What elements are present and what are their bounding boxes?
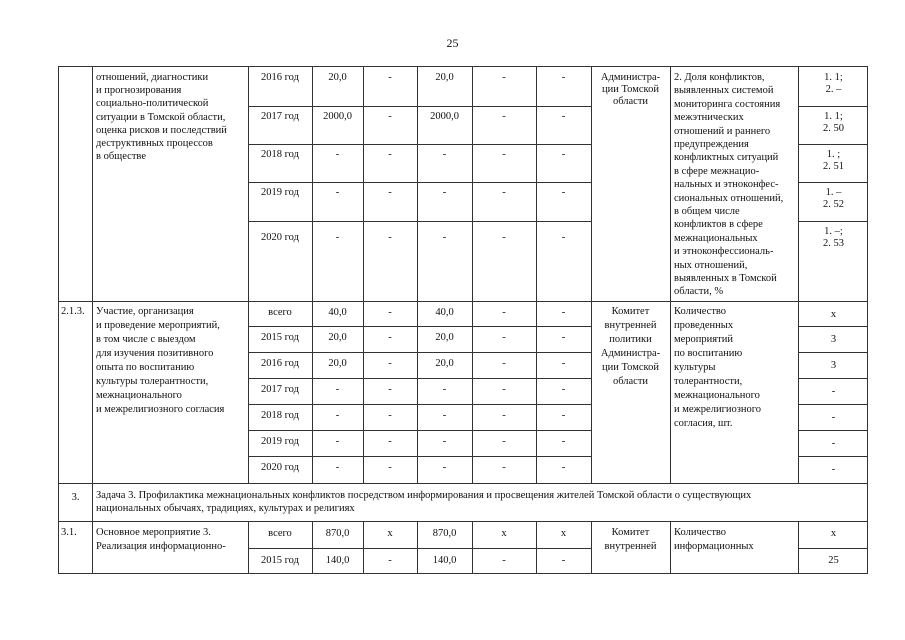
funding-local: - (502, 384, 506, 395)
indicator-name: и этноконфессиональ- (674, 246, 774, 258)
year-cell: 2020 год (261, 232, 299, 243)
funding-federal: - (388, 384, 392, 395)
funding-extrabudget: - (561, 111, 566, 122)
funding-local: - (502, 111, 506, 122)
activity-description: и межрелигиозного согласия (96, 404, 225, 415)
funding-total: - (335, 436, 340, 447)
row-divider (248, 106, 591, 107)
year-cell: 2018 год (261, 149, 299, 160)
row-divider (798, 352, 868, 353)
funding-federal: - (388, 149, 392, 160)
indicator-value: 2. 50 (823, 123, 844, 134)
activity-description: в том числе с выездом (96, 334, 196, 345)
indicator-value: - (831, 386, 836, 397)
funding-local: - (502, 462, 506, 473)
activity-description: и прогнозирования (96, 85, 182, 97)
funding-total: - (335, 149, 340, 160)
funding-extrabudget: - (561, 307, 566, 318)
indicator-name: в общем числе (674, 206, 740, 217)
activity-description: Основное мероприятие 3. (96, 527, 211, 538)
funding-extrabudget: - (561, 149, 566, 160)
executor: ции Томской (602, 84, 659, 95)
year-cell: 2019 год (261, 187, 299, 198)
indicator-name: межнациональных (674, 232, 758, 244)
indicator-name: сиональных отношений, (674, 192, 784, 204)
funding-total: 140,0 (325, 555, 350, 566)
indicator-name: выявленных системой (674, 85, 774, 97)
funding-total: - (335, 232, 340, 243)
indicator-value: 2. 51 (823, 161, 844, 172)
year-cell: 2017 год (261, 384, 299, 395)
item-number: 3.1. (61, 527, 77, 538)
funding-federal: - (388, 332, 392, 343)
executor: области (612, 96, 649, 107)
funding-extrabudget: - (561, 555, 566, 566)
funding-regional: - (442, 232, 447, 243)
funding-federal: - (388, 232, 392, 243)
activity-description: и проведение мероприятий, (96, 320, 220, 331)
indicator-name: Количество (674, 306, 727, 317)
year-cell: всего (268, 307, 292, 318)
year-cell: 2020 год (261, 462, 299, 473)
indicator-value: 25 (828, 555, 839, 566)
activity-description: деструктивных процессов (96, 138, 213, 149)
activity-description: оценка рисков и последствий (96, 124, 227, 136)
row-divider (798, 182, 868, 183)
indicator-value: 2. 53 (823, 238, 844, 249)
row-divider (248, 144, 591, 145)
funding-extrabudget: - (561, 72, 566, 83)
indicator-name: в сфере межнацио- (674, 165, 760, 177)
funding-total: 20,0 (328, 332, 347, 343)
indicator-name: конфликтных ситуаций (674, 152, 779, 164)
funding-regional: - (442, 436, 447, 447)
funding-extrabudget: - (561, 332, 566, 343)
executor: Комитет (611, 527, 650, 538)
funding-regional: 20,0 (435, 72, 454, 83)
activity-description: межнационального (96, 390, 182, 401)
indicator-name: нальных и этноконфес- (674, 179, 779, 191)
funding-extrabudget: - (561, 232, 566, 243)
indicator-value: x (830, 309, 837, 320)
funding-regional: 2000,0 (430, 111, 459, 122)
activity-description: в обществе (96, 151, 146, 163)
indicator-name: толерантности, (674, 376, 743, 387)
indicator-name: Количество (674, 527, 727, 538)
indicator-name: межнационального (674, 390, 760, 401)
row-divider (798, 144, 868, 145)
activity-description: Реализация информационно- (96, 541, 226, 552)
row-divider (798, 106, 868, 107)
year-cell: 2019 год (261, 436, 299, 447)
activity-description: для изучения позитивного (96, 348, 214, 359)
funding-extrabudget: - (561, 187, 566, 198)
funding-local: - (502, 72, 506, 83)
column-divider (92, 483, 93, 521)
row-divider (248, 548, 591, 549)
indicator-name: ных отношений, (674, 259, 748, 271)
row-divider (798, 221, 868, 222)
indicator-value: 3 (830, 360, 837, 371)
indicator-name: предупреждения (674, 139, 749, 150)
executor: внутренней (604, 320, 657, 331)
executor: внутренней (604, 541, 657, 552)
column-divider (591, 67, 592, 483)
year-cell: 2015 год (261, 555, 299, 566)
indicator-name: проведенных (674, 320, 734, 331)
funding-total: - (335, 462, 340, 473)
funding-regional: - (442, 410, 447, 421)
activity-description: Участие, организация (96, 306, 194, 317)
funding-federal: - (388, 410, 392, 421)
funding-regional: 870,0 (432, 528, 457, 539)
row-divider (248, 182, 591, 183)
activity-description: опыта по воспитанию (96, 362, 195, 373)
row-divider (798, 548, 868, 549)
activity-description: культуры толерантности, (96, 376, 209, 387)
executor: Комитет (611, 306, 650, 317)
funding-regional: - (442, 187, 447, 198)
year-cell: 2016 год (261, 358, 299, 369)
row-divider (798, 378, 868, 379)
activity-description: ситуации в Томской области, (96, 111, 226, 123)
funding-extrabudget: - (561, 410, 566, 421)
indicator-name: межэтнических (674, 112, 744, 124)
funding-local: - (502, 555, 506, 566)
funding-extrabudget: x (560, 528, 567, 539)
funding-local: - (502, 358, 506, 369)
funding-federal: - (388, 72, 392, 83)
funding-regional: 20,0 (435, 332, 454, 343)
row-divider (248, 326, 591, 327)
indicator-value: 1. 1; (824, 111, 843, 122)
executor: ции Томской (602, 362, 659, 373)
executor: Администра- (600, 72, 661, 83)
row-divider (248, 456, 591, 457)
year-cell: 2017 год (261, 111, 299, 122)
indicator-name: мероприятий (674, 334, 733, 345)
indicator-value: - (831, 412, 836, 423)
funding-federal: x (387, 528, 393, 539)
funding-total: - (335, 384, 340, 395)
indicator-value: 1. – (825, 187, 842, 198)
indicator-name: по воспитанию (674, 348, 743, 359)
row-divider (798, 404, 868, 405)
indicator-name: согласия, шт. (674, 418, 733, 429)
year-cell: 2015 год (261, 332, 299, 343)
row-divider (248, 378, 591, 379)
funding-federal: - (388, 187, 392, 198)
funding-total: 20,0 (328, 72, 347, 83)
row-divider (248, 404, 591, 405)
indicator-value: 1. ; (826, 149, 841, 160)
indicator-value: 1. 1; (824, 72, 843, 83)
row-divider (59, 521, 868, 522)
indicator-name: выявленных в Томской (674, 273, 777, 284)
executor: области (612, 376, 649, 387)
funding-total: 870,0 (325, 528, 350, 539)
funding-federal: - (388, 555, 392, 566)
indicator-value: 1. –; (824, 226, 843, 237)
row-divider (248, 221, 591, 222)
funding-local: - (502, 410, 506, 421)
activity-description: социально-политической (96, 98, 209, 110)
funding-federal: - (388, 462, 392, 473)
funding-total: 40,0 (328, 307, 347, 318)
row-divider (248, 352, 591, 353)
funding-extrabudget: - (561, 462, 566, 473)
funding-local: - (502, 307, 506, 318)
funding-local: - (502, 332, 506, 343)
funding-regional: 140,0 (432, 555, 457, 566)
row-divider (798, 430, 868, 431)
indicator-name: области, % (674, 286, 724, 298)
funding-extrabudget: - (561, 358, 566, 369)
row-divider (798, 326, 868, 327)
funding-local: x (501, 528, 507, 539)
program-table (58, 66, 868, 574)
funding-federal: - (388, 111, 392, 122)
funding-regional: - (442, 384, 447, 395)
indicator-value: x (830, 528, 837, 539)
year-cell: 2018 год (261, 410, 299, 421)
funding-local: - (502, 149, 506, 160)
page-number: 25 (446, 36, 459, 50)
indicator-value: - (831, 464, 836, 475)
year-cell: 2016 год (261, 72, 299, 83)
funding-total: - (335, 410, 340, 421)
indicator-value: 2. 52 (823, 199, 844, 210)
row-divider (59, 301, 868, 302)
indicator-value: 2. – (825, 84, 842, 95)
indicator-name: мониторинга состояния (674, 98, 781, 110)
indicator-name: и межрелигиозного (674, 404, 762, 415)
indicator-value: - (831, 438, 836, 449)
indicator-name: 2. Доля конфликтов, (674, 72, 765, 83)
column-divider (670, 67, 671, 483)
indicator-name: культуры (674, 362, 716, 373)
indicator-name: отношений и раннего (674, 125, 771, 137)
funding-regional: - (442, 149, 447, 160)
column-divider (670, 521, 671, 574)
funding-local: - (502, 232, 506, 243)
indicator-name: информационных (674, 541, 754, 552)
funding-total: - (335, 187, 340, 198)
item-number: 2.1.3. (61, 306, 85, 317)
item-number: 3. (71, 492, 80, 503)
row-divider (248, 430, 591, 431)
funding-federal: - (388, 358, 392, 369)
task-description: Задача 3. Профилактика межнациональных конфликтов посредством информирования и просвещения жителей Томской области о существующих (96, 490, 752, 501)
executor: Администра- (600, 348, 661, 359)
activity-description: отношений, диагностики (96, 72, 209, 83)
funding-federal: - (388, 307, 392, 318)
column-divider (92, 67, 93, 483)
funding-regional: 20,0 (435, 358, 454, 369)
row-divider (59, 483, 868, 484)
funding-total: 2000,0 (323, 111, 352, 122)
year-cell: всего (268, 528, 292, 539)
indicator-name: конфликтов в сфере (674, 219, 763, 231)
task-description: национальных обычаях, традициях, культурах и религиях (96, 503, 355, 514)
funding-extrabudget: - (561, 436, 566, 447)
funding-extrabudget: - (561, 384, 566, 395)
funding-total: 20,0 (328, 358, 347, 369)
funding-local: - (502, 436, 506, 447)
funding-local: - (502, 187, 506, 198)
row-divider (798, 456, 868, 457)
funding-regional: 40,0 (435, 307, 454, 318)
funding-regional: - (442, 462, 447, 473)
indicator-value: 3 (830, 334, 837, 345)
funding-federal: - (388, 436, 392, 447)
executor: политики (609, 334, 652, 345)
